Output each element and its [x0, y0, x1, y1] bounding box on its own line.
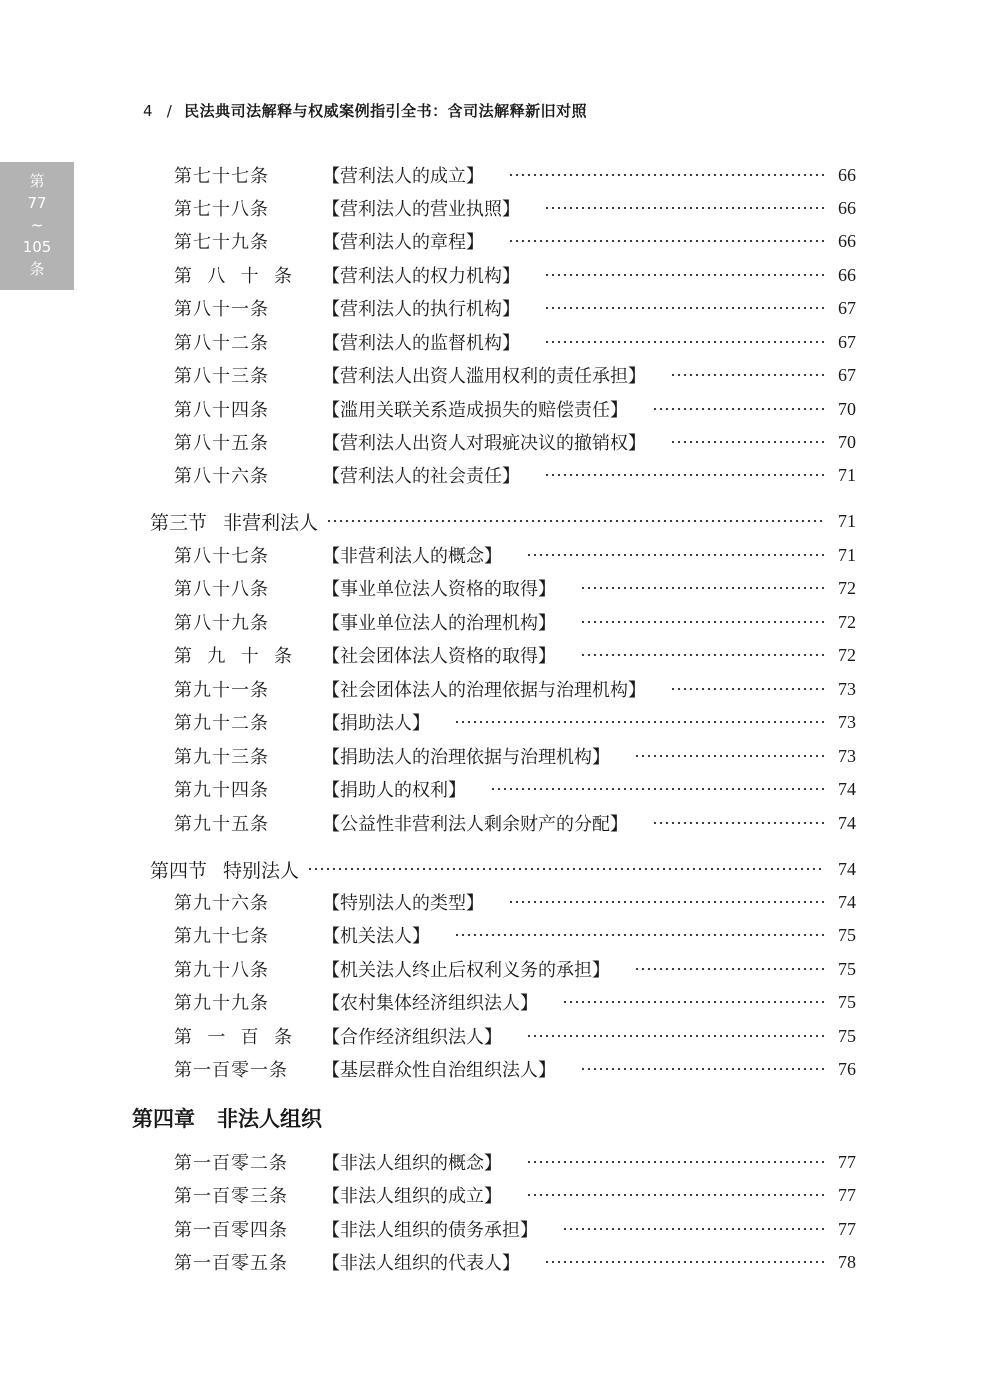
page-ref: 74 [838, 812, 856, 833]
article-char: 条 [273, 1027, 292, 1048]
article-number: 第八十二条 [174, 333, 269, 354]
page-ref: 75 [838, 991, 856, 1012]
article-title: 【滥用关联关系造成损失的赔偿责任】 [322, 400, 628, 421]
tab-line-2: 77 [27, 194, 47, 212]
toc-entry[interactable] [174, 709, 856, 735]
dot-leader [544, 340, 824, 344]
toc-entry[interactable] [174, 989, 856, 1015]
page-ref: 75 [838, 958, 856, 979]
page-ref: 76 [838, 1058, 856, 1079]
dot-leader [670, 687, 824, 691]
article-char: 第 [174, 1027, 192, 1048]
page-ref: 71 [838, 464, 856, 485]
article-title: 【社会团体法人资格的取得】 [322, 646, 556, 667]
article-title: 【营利法人的社会责任】 [322, 466, 520, 487]
section-label: 第四节 [150, 859, 208, 882]
article-title: 【非法人组织的债务承担】 [322, 1220, 538, 1241]
article-title: 【公益性非营利法人剩余财产的分配】 [322, 814, 628, 835]
article-number [174, 1023, 292, 1049]
article-char: 十 [240, 646, 259, 667]
article-title: 【非法人组织的成立】 [322, 1186, 502, 1207]
dot-leader [580, 586, 824, 590]
toc-entry[interactable] [174, 676, 856, 702]
article-title: 【营利法人的执行机构】 [322, 299, 520, 320]
chapter-heading[interactable] [132, 1102, 322, 1134]
article-number: 第九十八条 [174, 960, 269, 981]
dot-leader [526, 553, 824, 557]
dot-leader [454, 720, 824, 724]
toc-entry[interactable] [174, 329, 856, 355]
article-number: 第八十六条 [174, 466, 269, 487]
toc-section[interactable] [150, 507, 856, 535]
article-title: 【非法人组织的代表人】 [322, 1253, 520, 1274]
article-number: 第一百零一条 [174, 1060, 288, 1081]
page-ref: 72 [838, 577, 856, 598]
article-number [174, 642, 292, 668]
section-title: 特别法人 [223, 859, 300, 882]
page-ref: 66 [838, 264, 856, 285]
toc-section[interactable] [150, 855, 856, 883]
dot-leader [526, 1193, 824, 1197]
dot-leader [508, 900, 824, 904]
page-ref: 78 [838, 1251, 856, 1272]
article-char: 第 [174, 646, 192, 667]
dot-leader [526, 1160, 824, 1164]
article-title: 【营利法人出资人滥用权利的责任承担】 [322, 366, 646, 387]
header-separator: / [166, 102, 173, 120]
toc-entry[interactable] [174, 743, 856, 769]
article-title: 【合作经济组织法人】 [322, 1027, 502, 1048]
toc-entry[interactable] [174, 956, 856, 982]
article-title: 【机关法人】 [322, 926, 430, 947]
toc-entry[interactable] [174, 542, 856, 568]
article-title: 【捐助人的权利】 [322, 780, 466, 801]
dot-leader [544, 273, 824, 277]
article-char: 百 [240, 1027, 259, 1048]
article-title: 【特别法人的类型】 [322, 893, 484, 914]
page-ref: 74 [838, 778, 856, 799]
article-number: 第八十一条 [174, 299, 269, 320]
toc-entry[interactable] [174, 462, 856, 488]
toc-entry[interactable] [174, 642, 856, 668]
article-title: 【捐助法人】 [322, 713, 430, 734]
article-title: 【营利法人的监督机构】 [322, 333, 520, 354]
dot-leader [652, 407, 824, 411]
dot-leader [544, 206, 824, 210]
dot-leader [580, 1067, 824, 1071]
page-ref: 66 [838, 230, 856, 251]
article-number: 第八十八条 [174, 579, 269, 600]
article-number: 第一百零三条 [174, 1186, 288, 1207]
toc-entry[interactable] [174, 889, 856, 915]
dot-leader [544, 473, 824, 477]
article-number: 第八十三条 [174, 366, 269, 387]
article-number: 第一百零四条 [174, 1220, 288, 1241]
article-char: 九 [207, 646, 226, 667]
dot-leader [526, 1034, 824, 1038]
article-char: 第 [174, 266, 192, 287]
article-number: 第九十七条 [174, 926, 269, 947]
toc-entry[interactable] [174, 776, 856, 802]
dot-leader [580, 653, 824, 657]
page-ref: 77 [838, 1184, 856, 1205]
article-char: 十 [240, 266, 259, 287]
toc-entry[interactable] [174, 1249, 856, 1275]
article-title: 【事业单位法人资格的取得】 [322, 579, 556, 600]
dot-leader [580, 620, 824, 624]
dot-leader [562, 1000, 824, 1004]
page-ref: 75 [838, 1025, 856, 1046]
article-number: 第七十九条 [174, 232, 269, 253]
article-title: 【捐助法人的治理依据与治理机构】 [322, 747, 610, 768]
article-number: 第九十九条 [174, 993, 269, 1014]
tab-line-5: 条 [29, 260, 45, 278]
article-title: 【营利法人的成立】 [322, 166, 484, 187]
page-ref: 74 [838, 891, 856, 912]
article-number: 第九十五条 [174, 814, 269, 835]
article-char: 条 [273, 266, 292, 287]
page-ref: 74 [838, 858, 856, 879]
article-number: 第九十三条 [174, 747, 269, 768]
chapter-title: 非法人组织 [217, 1107, 322, 1131]
article-number: 第九十一条 [174, 680, 269, 701]
page-ref: 77 [838, 1218, 856, 1239]
article-number: 第八十七条 [174, 546, 269, 567]
dot-leader [508, 239, 824, 243]
toc-entry[interactable] [174, 1056, 856, 1082]
article-title: 【营利法人的营业执照】 [322, 199, 520, 220]
page-ref: 77 [838, 1151, 856, 1172]
article-char: 八 [207, 266, 226, 287]
toc-entry[interactable] [174, 1149, 856, 1175]
page-ref: 66 [838, 164, 856, 185]
toc-entry[interactable] [174, 195, 856, 221]
toc-entry[interactable] [174, 1023, 856, 1049]
toc-entry[interactable] [174, 295, 856, 321]
article-number: 第八十四条 [174, 400, 269, 421]
article-number: 第一百零五条 [174, 1253, 288, 1274]
page-ref: 73 [838, 711, 856, 732]
dot-leader [544, 306, 824, 310]
section-label: 第三节 [150, 511, 208, 534]
page-ref: 70 [838, 398, 856, 419]
article-number: 第七十八条 [174, 199, 269, 220]
tab-line-4: 105 [22, 238, 52, 256]
article-number: 第九十四条 [174, 780, 269, 801]
toc-entry[interactable] [174, 262, 856, 288]
page-ref: 66 [838, 197, 856, 218]
article-title: 【社会团体法人的治理依据与治理机构】 [322, 680, 646, 701]
dot-leader [652, 821, 824, 825]
toc-entry[interactable] [174, 922, 856, 948]
page-ref: 73 [838, 678, 856, 699]
toc-entry[interactable] [174, 1182, 856, 1208]
section-title: 非营利法人 [223, 511, 319, 534]
page-ref: 67 [838, 364, 856, 385]
page-ref: 70 [838, 431, 856, 452]
article-number: 第八十九条 [174, 613, 269, 634]
dot-leader [307, 867, 824, 871]
page-number: 4 [143, 102, 154, 120]
dot-leader [634, 754, 824, 758]
article-title: 【营利法人的权力机构】 [322, 266, 520, 287]
page-ref: 67 [838, 297, 856, 318]
article-title: 【营利法人的章程】 [322, 232, 484, 253]
book-title: 民法典司法解释与权威案例指引全书：含司法解释新旧对照 [184, 102, 588, 120]
toc-entry[interactable] [174, 362, 856, 388]
article-title: 【农村集体经济组织法人】 [322, 993, 538, 1014]
article-title: 【非营利法人的概念】 [322, 546, 502, 567]
article-char: 条 [273, 646, 292, 667]
page-ref: 67 [838, 331, 856, 352]
article-number: 第七十七条 [174, 166, 269, 187]
toc-entry[interactable] [174, 162, 856, 188]
toc-entry[interactable] [174, 396, 856, 422]
toc-entry[interactable] [174, 810, 856, 836]
article-title: 【非法人组织的概念】 [322, 1153, 502, 1174]
dot-leader [454, 933, 824, 937]
dot-leader [562, 1227, 824, 1231]
page-ref: 72 [838, 644, 856, 665]
chapter-label: 第四章 [132, 1107, 195, 1131]
article-number [174, 262, 292, 288]
article-number: 第九十二条 [174, 713, 269, 734]
dot-leader [670, 373, 824, 377]
dot-leader [490, 787, 824, 791]
dot-leader [670, 440, 824, 444]
toc-entry[interactable] [174, 1216, 856, 1242]
article-title: 【基层群众性自治组织法人】 [322, 1060, 556, 1081]
toc-entry[interactable] [174, 575, 856, 601]
page-ref: 71 [838, 510, 856, 531]
article-number: 第八十五条 [174, 433, 269, 454]
article-title: 【营利法人出资人对瑕疵决议的撤销权】 [322, 433, 646, 454]
toc-entry[interactable] [174, 609, 856, 635]
dot-leader [326, 519, 824, 523]
page-ref: 75 [838, 924, 856, 945]
page-ref: 71 [838, 544, 856, 565]
article-title: 【机关法人终止后权利义务的承担】 [322, 960, 610, 981]
article-char: 一 [207, 1027, 226, 1048]
article-number: 第一百零二条 [174, 1153, 288, 1174]
page-ref: 73 [838, 745, 856, 766]
toc-entry[interactable] [174, 228, 856, 254]
dot-leader [508, 173, 824, 177]
tab-line-1: 第 [29, 172, 45, 190]
article-title: 【事业单位法人的治理机构】 [322, 613, 556, 634]
dot-leader [544, 1260, 824, 1264]
page-ref: 72 [838, 611, 856, 632]
article-number: 第九十六条 [174, 893, 269, 914]
dot-leader [634, 967, 824, 971]
toc-entry[interactable] [174, 429, 856, 455]
tab-line-3: ~ [30, 216, 44, 234]
